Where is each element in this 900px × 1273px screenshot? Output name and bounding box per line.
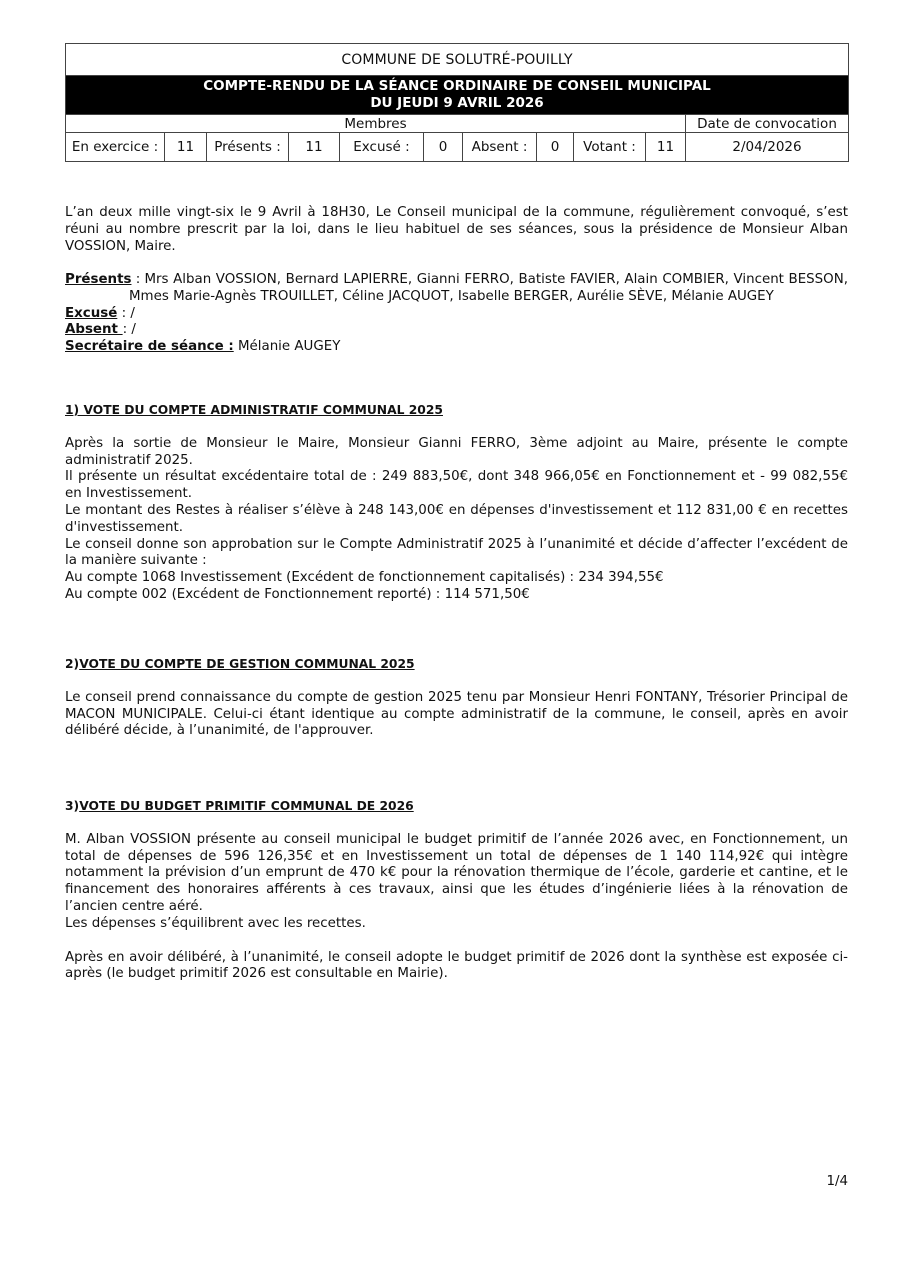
- members-label: Membres: [66, 115, 686, 133]
- excuse-count-value: 0: [424, 133, 463, 162]
- meeting-title-line1: COMPTE-RENDU DE LA SÉANCE ORDINAIRE DE CONSEIL MUNICIPAL: [203, 78, 711, 94]
- section3-title: 3)VOTE DU BUDGET PRIMITIF COMMUNAL DE 2026: [65, 799, 414, 813]
- section1: [65, 402, 848, 604]
- section1-p4: Le conseil donne son approbation sur le Compte Administratif 2025 à l’unanimité et décide d’affecter l’excédent de la manière suivante :: [65, 536, 848, 569]
- section1-p2: Il présente un résultat excédentaire total de : 249 883,50€, dont 348 966,05€ en Fonctionnement et - 99 082,55€ en Investissement.: [65, 469, 848, 502]
- commune-name: COMMUNE DE SOLUTRÉ-POUILLY: [66, 44, 849, 76]
- presents-line2: Mmes Marie-Agnès TROUILLET, Céline JACQUOT, Isabelle BERGER, Aurélie SÈVE, Mélanie AUGEY: [129, 288, 774, 304]
- votant-count-label: Votant :: [574, 133, 646, 162]
- section3: [65, 798, 848, 983]
- section2-title: 2)VOTE DU COMPTE DE GESTION COMMUNAL 2025: [65, 657, 415, 671]
- section1-p3: Le montant des Restes à réaliser s’élève à 248 143,00€ en dépenses d'investissement et 112 831,00 € en recettes d'investissement.: [65, 502, 848, 535]
- section1-p6: Au compte 002 (Excédent de Fonctionnement reporté) : 114 571,50€: [65, 586, 530, 602]
- presents-label: Présents: [65, 272, 132, 287]
- exercice-value: 11: [165, 133, 207, 162]
- excuse-label: Excusé: [65, 305, 118, 321]
- excuse-count-label: Excusé :: [340, 133, 424, 162]
- absent-label: Absent: [65, 322, 123, 338]
- meeting-title: [66, 76, 849, 115]
- header-block: [65, 43, 848, 162]
- secretaire-value: Mélanie AUGEY: [233, 339, 341, 355]
- absent-count-label: Absent :: [463, 133, 537, 162]
- convocation-label: Date de convocation: [686, 115, 849, 133]
- section1-p1: Après la sortie de Monsieur le Maire, Monsieur Gianni FERRO, 3ème adjoint au Maire, présente le compte administratif 2025.: [65, 435, 848, 468]
- presents-sep: :: [131, 272, 145, 287]
- presents-count-value: 11: [289, 133, 340, 162]
- votant-count-value: 11: [646, 133, 686, 162]
- section2-p1: Le conseil prend connaissance du compte de gestion 2025 tenu par Monsieur Henri FONTANY, Trésorier Principal de MACON MUNICIPALE. Celui-ci étant identique au compte administratif de la commune, le conseil, après en avoir délibéré décide, à l’unanimité, de l'approuver.: [65, 689, 848, 739]
- exercice-label: En exercice :: [66, 133, 165, 162]
- excuse-value: : /: [117, 305, 135, 321]
- secretaire-label: Secrétaire de séance :: [65, 339, 234, 355]
- section3-p3: Après en avoir délibéré, à l’unanimité, le conseil adopte le budget primitif de 2026 dont la synthèse est exposée ci-après (le budget primitif 2026 est consultable en Mairie).: [65, 949, 848, 982]
- section3-p1: M. Alban VOSSION présente au conseil municipal le budget primitif de l’année 2026 avec, en Fonctionnement, un total de dépenses de 596 126,35€ et en Investissement un total de dépenses de 1 140 114,92€ qui intègre notamment la prévision d’un emprunt de 470 k€ pour la rénovation thermique de l’école, garderie et cantine, et le financement des honoraires afférents à ces travaux, ainsi que les études d’ingénierie liées à la rénovation de l’ancien centre aéré.: [65, 831, 848, 914]
- meeting-title-line2: DU JEUDI 9 AVRIL 2026: [370, 95, 544, 111]
- absent-row: [65, 322, 848, 339]
- section1-p5: Au compte 1068 Investissement (Excédent de fonctionnement capitalisés) : 234 394,55€: [65, 570, 664, 586]
- header-table: [65, 43, 849, 162]
- presents-count-label: Présents :: [207, 133, 289, 162]
- attendance-block: [65, 272, 848, 356]
- page-number: 1/4: [826, 1174, 848, 1189]
- excuse-row: [65, 306, 848, 323]
- presents-line1: Mrs Alban VOSSION, Bernard LAPIERRE, Gianni FERRO, Batiste FAVIER, Alain COMBIER, Vincent BESSON,: [144, 272, 848, 287]
- section3-p2: Les dépenses s’équilibrent avec les recettes.: [65, 915, 366, 931]
- absent-value: : /: [122, 322, 136, 338]
- presents-row: [65, 272, 848, 289]
- intro-paragraph: L’an deux mille vingt-six le 9 Avril à 18H30, Le Conseil municipal de la commune, régulièrement convoqué, s’est réuni au nombre prescrit par la loi, dans le lieu habituel de ses séances, sous la présidence de Monsieur Alban VOSSION, Maire.: [65, 205, 848, 254]
- secretaire-row: [65, 339, 848, 356]
- convocation-date: 2/04/2026: [686, 133, 849, 162]
- section2: [65, 656, 848, 740]
- section1-title: 1) VOTE DU COMPTE ADMINISTRATIF COMMUNAL 2025: [65, 403, 443, 417]
- absent-count-value: 0: [537, 133, 574, 162]
